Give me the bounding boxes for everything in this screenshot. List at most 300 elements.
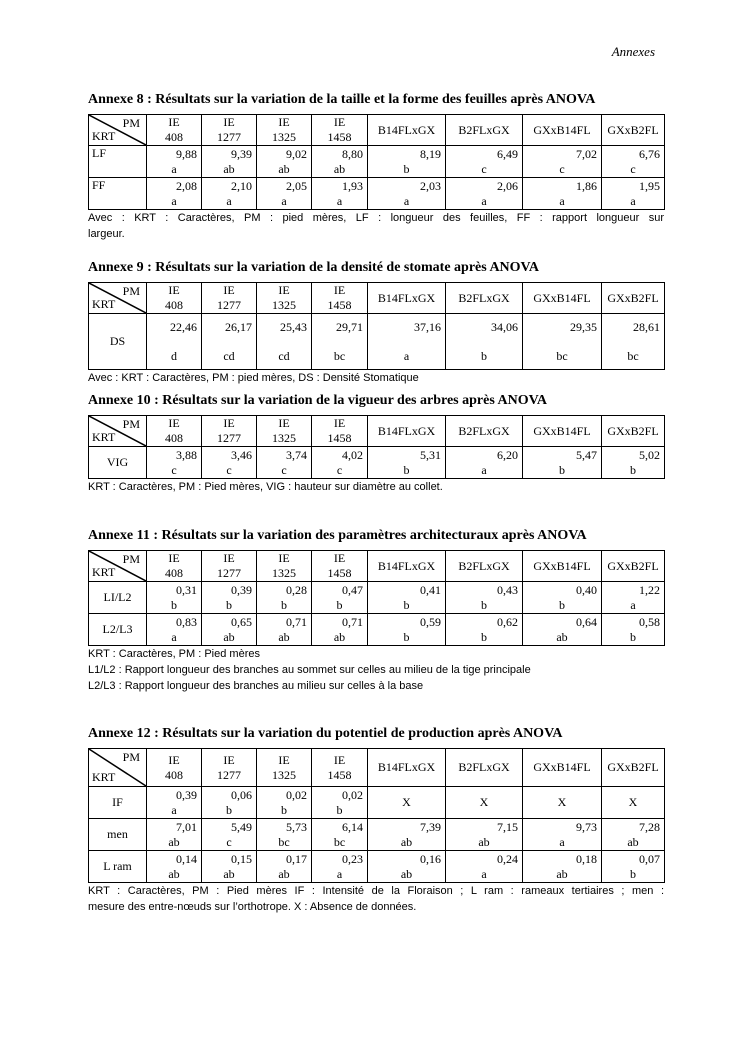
group-letter: bc xyxy=(556,348,568,363)
group-letter: a xyxy=(481,193,487,208)
mean-value: 2,05 xyxy=(286,178,307,193)
group-letter: ab xyxy=(223,629,235,644)
column-header: B14FLxGX xyxy=(368,115,446,146)
group-letter: bc xyxy=(333,834,346,849)
mean-value: 5,47 xyxy=(576,447,597,462)
column-header: IE 1277 xyxy=(202,749,257,787)
group-letter: b xyxy=(630,866,636,881)
value-cell xyxy=(523,787,602,819)
group-letter: b xyxy=(481,348,487,363)
value-cell xyxy=(147,178,202,210)
mean-value: 0,17 xyxy=(286,851,307,866)
mean-value: 1,86 xyxy=(576,178,597,193)
group-letter: cd xyxy=(223,348,235,363)
mean-value: 0,64 xyxy=(576,614,597,629)
value-cell xyxy=(523,582,602,614)
corner-header-cell xyxy=(89,115,147,146)
krt-label: KRT xyxy=(92,297,116,311)
value-cell xyxy=(147,851,202,883)
mean-value: 0,40 xyxy=(576,582,597,597)
group-letter: ab xyxy=(478,834,490,849)
column-header: B2FLxGX xyxy=(446,551,523,582)
mean-value: 7,28 xyxy=(639,819,660,834)
value-cell xyxy=(602,582,665,614)
value-cell xyxy=(446,447,523,479)
column-header: GXxB2FL xyxy=(602,115,665,146)
section-title: Annexe 8 : Résultats sur la variation de la taille et la forme des feuilles après ANOVA xyxy=(88,92,596,107)
mean-value: 7,39 xyxy=(420,819,441,834)
mean-value: 0,58 xyxy=(639,614,660,629)
value-cell xyxy=(602,146,665,178)
mean-value: 0,31 xyxy=(176,582,197,597)
value-cell xyxy=(202,146,257,178)
mean-value: 2,10 xyxy=(231,178,252,193)
mean-value: 5,02 xyxy=(639,447,660,462)
column-header: IE 1277 xyxy=(202,115,257,146)
value-cell xyxy=(602,787,665,819)
results-table xyxy=(88,748,665,883)
value-cell xyxy=(257,787,312,819)
group-letter: bc xyxy=(627,348,639,363)
column-header: B2FLxGX xyxy=(446,749,523,787)
value-cell xyxy=(523,146,602,178)
value-cell xyxy=(312,447,368,479)
value-cell xyxy=(202,614,257,646)
value-cell xyxy=(147,819,202,851)
annexe-section xyxy=(88,393,664,495)
column-header: B2FLxGX xyxy=(446,416,523,447)
mean-value: 3,88 xyxy=(176,447,197,462)
mean-value: 9,73 xyxy=(576,819,597,834)
value-cell xyxy=(446,851,523,883)
mean-value: 0,39 xyxy=(231,582,252,597)
group-letter: a xyxy=(403,348,410,363)
table-note: KRT : Caractères, PM : Pied mères xyxy=(88,648,260,660)
table-note: L2/L3 : Rapport longueur des branches au milieu sur celles à la base xyxy=(88,680,424,692)
mean-value: 25,43 xyxy=(280,319,307,334)
results-table xyxy=(88,550,665,646)
results-table xyxy=(88,114,665,210)
value-cell xyxy=(202,178,257,210)
column-header: GXxB2FL xyxy=(602,416,665,447)
column-header: GXxB2FL xyxy=(602,551,665,582)
mean-value: 1,93 xyxy=(342,178,363,193)
group-letter: c xyxy=(281,462,287,477)
table-note: KRT : Caractères, PM : Pied mères IF : Intensité de la Floraison ; L ram : rameaux tertiaires ; men : xyxy=(88,885,664,897)
value-cell xyxy=(446,178,523,210)
pm-label: PM xyxy=(122,116,140,130)
value-cell xyxy=(602,447,665,479)
group-letter: ab xyxy=(168,866,180,881)
pm-label: PM xyxy=(122,417,140,431)
group-letter: bc xyxy=(278,834,290,849)
column-header: B14FLxGX xyxy=(368,551,446,582)
group-letter: a xyxy=(481,462,487,477)
group-letter: b xyxy=(630,462,636,477)
group-letter: a xyxy=(336,866,343,881)
section-title: Annexe 10 : Résultats sur la variation de la vigueur des arbres après ANOVA xyxy=(88,393,548,408)
mean-value: X xyxy=(557,795,567,809)
mean-value: 4,02 xyxy=(342,447,363,462)
group-letter: b xyxy=(403,629,410,644)
group-letter: cd xyxy=(278,348,290,363)
mean-value: 6,20 xyxy=(497,447,518,462)
header-row xyxy=(89,749,665,787)
value-cell xyxy=(368,851,446,883)
group-letter: a xyxy=(281,193,287,208)
value-cell xyxy=(446,787,523,819)
value-cell xyxy=(602,178,665,210)
header-row xyxy=(89,416,665,447)
row-label: VIG xyxy=(89,447,147,479)
mean-value: 29,71 xyxy=(336,319,363,334)
value-cell xyxy=(147,614,202,646)
table-note: largeur. xyxy=(88,228,125,240)
column-header: IE 1277 xyxy=(202,416,257,447)
group-letter: b xyxy=(559,462,565,477)
group-letter: c xyxy=(630,161,636,176)
mean-value: 2,03 xyxy=(420,178,441,193)
group-letter: a xyxy=(171,629,177,644)
group-letter: a xyxy=(226,193,232,208)
column-header: IE 408 xyxy=(147,115,202,146)
value-cell xyxy=(446,614,523,646)
column-header: IE 408 xyxy=(147,416,202,447)
corner-header-cell xyxy=(89,749,147,787)
value-cell xyxy=(257,178,312,210)
column-header: IE 1325 xyxy=(257,749,312,787)
corner-header-cell xyxy=(89,416,147,447)
header-row xyxy=(89,115,665,146)
group-letter: a xyxy=(403,193,410,208)
group-letter: b xyxy=(226,597,232,612)
column-header: IE 1458 xyxy=(312,283,368,314)
mean-value: X xyxy=(402,795,411,809)
mean-value: 2,06 xyxy=(497,178,518,193)
mean-value: 7,02 xyxy=(576,146,597,161)
group-letter: ab xyxy=(333,161,346,176)
results-table xyxy=(88,282,665,370)
mean-value: 6,14 xyxy=(342,819,363,834)
mean-value: 9,02 xyxy=(286,146,307,161)
section-title: Annexe 11 : Résultats sur la variation des paramètres architecturaux après ANOVA xyxy=(88,528,587,543)
row-label: LI/L2 xyxy=(89,582,147,614)
group-letter: b xyxy=(630,629,636,644)
krt-label: KRT xyxy=(92,770,116,784)
mean-value: 0,18 xyxy=(576,851,597,866)
group-letter: b xyxy=(226,802,232,817)
table-row xyxy=(89,146,665,178)
value-cell xyxy=(312,178,368,210)
group-letter: a xyxy=(336,193,343,208)
mean-value: 7,01 xyxy=(176,819,197,834)
column-header: IE 408 xyxy=(147,283,202,314)
group-letter: ab xyxy=(556,629,568,644)
krt-label: KRT xyxy=(92,565,116,579)
column-header: B14FLxGX xyxy=(368,283,446,314)
group-letter: c xyxy=(226,462,232,477)
value-cell xyxy=(257,819,312,851)
mean-value: 0,62 xyxy=(497,614,518,629)
table-row xyxy=(89,787,665,819)
value-cell xyxy=(202,819,257,851)
value-cell xyxy=(312,582,368,614)
group-letter: b xyxy=(281,597,287,612)
mean-value: 9,88 xyxy=(176,146,197,161)
mean-value: 0,02 xyxy=(286,787,307,802)
pm-label: PM xyxy=(122,750,140,764)
group-letter: b xyxy=(281,802,287,817)
value-cell xyxy=(523,819,602,851)
mean-value: 37,16 xyxy=(414,319,441,334)
mean-value: 8,19 xyxy=(420,146,441,161)
column-header: IE 1325 xyxy=(257,283,312,314)
value-cell xyxy=(446,314,523,370)
mean-value: 0,47 xyxy=(342,582,363,597)
value-cell xyxy=(147,447,202,479)
group-letter: b xyxy=(336,597,343,612)
group-letter: c xyxy=(481,161,487,176)
column-header: B2FLxGX xyxy=(446,115,523,146)
value-cell xyxy=(202,314,257,370)
running-header: Annexes xyxy=(611,44,655,59)
group-letter: c xyxy=(226,834,232,849)
value-cell xyxy=(257,146,312,178)
value-cell xyxy=(368,314,446,370)
mean-value: 0,43 xyxy=(497,582,518,597)
annexe-section xyxy=(88,528,664,694)
mean-value: 8,80 xyxy=(342,146,363,161)
mean-value: 29,35 xyxy=(570,319,597,334)
group-letter: a xyxy=(171,161,177,176)
row-label: L ram xyxy=(89,851,147,883)
value-cell xyxy=(147,582,202,614)
mean-value: 0,71 xyxy=(286,614,307,629)
column-header: B14FLxGX xyxy=(368,416,446,447)
value-cell xyxy=(147,146,202,178)
group-letter: c xyxy=(336,462,343,477)
group-letter: b xyxy=(403,161,410,176)
group-letter: ab xyxy=(223,161,235,176)
value-cell xyxy=(202,447,257,479)
table-note: KRT : Caractères, PM : Pied mères, VIG : hauteur sur diamètre au collet. xyxy=(88,481,443,493)
pm-label: PM xyxy=(122,284,140,298)
table-row xyxy=(89,178,665,210)
column-header: GXxB2FL xyxy=(602,283,665,314)
krt-label: KRT xyxy=(92,129,116,143)
mean-value: 22,46 xyxy=(170,319,197,334)
column-header: IE 1325 xyxy=(257,551,312,582)
mean-value: 0,28 xyxy=(286,582,307,597)
row-label: men xyxy=(89,819,147,851)
group-letter: ab xyxy=(333,629,346,644)
header-row xyxy=(89,283,665,314)
group-letter: a xyxy=(630,597,636,612)
value-cell xyxy=(257,614,312,646)
mean-value: 0,23 xyxy=(342,851,363,866)
annexe-section xyxy=(88,726,664,915)
column-header: GXxB14FL xyxy=(523,283,602,314)
column-header: GXxB2FL xyxy=(602,749,665,787)
group-letter: b xyxy=(559,597,565,612)
column-header: IE 1277 xyxy=(202,283,257,314)
group-letter: ab xyxy=(278,866,290,881)
value-cell xyxy=(312,819,368,851)
section-title: Annexe 9 : Résultats sur la variation de la densité de stomate après ANOVA xyxy=(88,260,539,275)
value-cell xyxy=(523,178,602,210)
mean-value: 9,39 xyxy=(231,146,252,161)
mean-value: X xyxy=(479,795,489,809)
krt-label: KRT xyxy=(92,430,116,444)
column-header: IE 408 xyxy=(147,551,202,582)
column-header: IE 1325 xyxy=(257,416,312,447)
mean-value: 7,15 xyxy=(497,819,518,834)
row-label: DS xyxy=(89,314,147,370)
value-cell xyxy=(602,314,665,370)
group-letter: ab xyxy=(168,834,180,849)
mean-value: 2,08 xyxy=(176,178,197,193)
table-row xyxy=(89,614,665,646)
annexe-section xyxy=(88,260,664,386)
value-cell xyxy=(257,582,312,614)
mean-value: 0,24 xyxy=(497,851,518,866)
value-cell xyxy=(147,787,202,819)
group-letter: b xyxy=(336,802,343,817)
mean-value: 0,07 xyxy=(639,851,660,866)
group-letter: a xyxy=(481,866,487,881)
pm-label: PM xyxy=(122,552,140,566)
table-row xyxy=(89,819,665,851)
mean-value: 0,65 xyxy=(231,614,252,629)
value-cell xyxy=(368,178,446,210)
value-cell xyxy=(257,447,312,479)
group-letter: ab xyxy=(400,866,413,881)
mean-value: 0,16 xyxy=(420,851,441,866)
column-header: GXxB14FL xyxy=(523,749,602,787)
row-label: IF xyxy=(89,787,147,819)
mean-value: 5,73 xyxy=(286,819,307,834)
table-row xyxy=(89,314,665,370)
value-cell xyxy=(602,851,665,883)
mean-value: 0,59 xyxy=(420,614,441,629)
group-letter: ab xyxy=(278,161,290,176)
value-cell xyxy=(523,614,602,646)
value-cell xyxy=(312,146,368,178)
value-cell xyxy=(147,314,202,370)
mean-value: 34,06 xyxy=(491,319,518,334)
header-row xyxy=(89,551,665,582)
mean-value: 1,22 xyxy=(639,582,660,597)
row-label: LF xyxy=(89,146,147,178)
section-title: Annexe 12 : Résultats sur la variation du potentiel de production après ANOVA xyxy=(88,726,563,741)
table-note: Avec : KRT : Caractères, PM : pied mères, DS : Densité Stomatique xyxy=(88,372,419,384)
column-header: IE 1458 xyxy=(312,749,368,787)
mean-value: 0,71 xyxy=(342,614,363,629)
column-header: IE 1325 xyxy=(257,115,312,146)
group-letter: b xyxy=(481,629,487,644)
results-table xyxy=(88,415,665,479)
value-cell xyxy=(312,614,368,646)
mean-value: 6,76 xyxy=(639,146,660,161)
corner-header-cell xyxy=(89,283,147,314)
group-letter: b xyxy=(403,597,410,612)
row-label: FF xyxy=(89,178,147,210)
table-row xyxy=(89,447,665,479)
value-cell xyxy=(446,146,523,178)
value-cell xyxy=(368,146,446,178)
group-letter: b xyxy=(481,597,487,612)
value-cell xyxy=(368,819,446,851)
group-letter: ab xyxy=(627,834,639,849)
group-letter: bc xyxy=(333,348,346,363)
mean-value: 0,14 xyxy=(176,851,197,866)
value-cell xyxy=(523,314,602,370)
mean-value: X xyxy=(628,795,638,809)
group-letter: a xyxy=(171,193,177,208)
group-letter: a xyxy=(559,834,565,849)
value-cell xyxy=(257,851,312,883)
mean-value: 3,46 xyxy=(231,447,252,462)
group-letter: ab xyxy=(223,866,235,881)
mean-value: 0,06 xyxy=(231,787,252,802)
group-letter: c xyxy=(171,462,177,477)
column-header: B2FLxGX xyxy=(446,283,523,314)
annexe-section xyxy=(88,92,664,242)
value-cell xyxy=(602,819,665,851)
group-letter: a xyxy=(171,802,177,817)
group-letter: d xyxy=(171,348,177,363)
column-header: GXxB14FL xyxy=(523,115,602,146)
group-letter: a xyxy=(630,193,636,208)
corner-header-cell xyxy=(89,551,147,582)
table-note: mesure des entre-nœuds sur l’orthotrope. X : Absence de données. xyxy=(88,901,417,913)
value-cell xyxy=(202,787,257,819)
value-cell xyxy=(202,851,257,883)
mean-value: 0,39 xyxy=(176,787,197,802)
mean-value: 26,17 xyxy=(225,319,252,334)
table-note: Avec : KRT : Caractères, PM : pied mères, LF : longueur des feuilles, FF : rapport longueur sur xyxy=(88,212,664,224)
value-cell xyxy=(446,819,523,851)
value-cell xyxy=(523,851,602,883)
row-label: L2/L3 xyxy=(89,614,147,646)
mean-value: 0,83 xyxy=(176,614,197,629)
column-header: IE 408 xyxy=(147,749,202,787)
column-header: B14FLxGX xyxy=(368,749,446,787)
mean-value: 0,02 xyxy=(342,787,363,802)
value-cell xyxy=(312,787,368,819)
table-row xyxy=(89,582,665,614)
value-cell xyxy=(368,447,446,479)
value-cell xyxy=(202,582,257,614)
value-cell xyxy=(602,614,665,646)
value-cell xyxy=(257,314,312,370)
group-letter: ab xyxy=(278,629,290,644)
group-letter: ab xyxy=(400,834,413,849)
value-cell xyxy=(523,447,602,479)
column-header: IE 1458 xyxy=(312,551,368,582)
mean-value: 5,49 xyxy=(231,819,252,834)
column-header: IE 1458 xyxy=(312,416,368,447)
mean-value: 5,31 xyxy=(420,447,441,462)
table-row xyxy=(89,851,665,883)
column-header: GXxB14FL xyxy=(523,416,602,447)
value-cell xyxy=(368,787,446,819)
value-cell xyxy=(368,614,446,646)
value-cell xyxy=(312,851,368,883)
mean-value: 3,74 xyxy=(286,447,307,462)
value-cell xyxy=(446,582,523,614)
mean-value: 0,15 xyxy=(231,851,252,866)
